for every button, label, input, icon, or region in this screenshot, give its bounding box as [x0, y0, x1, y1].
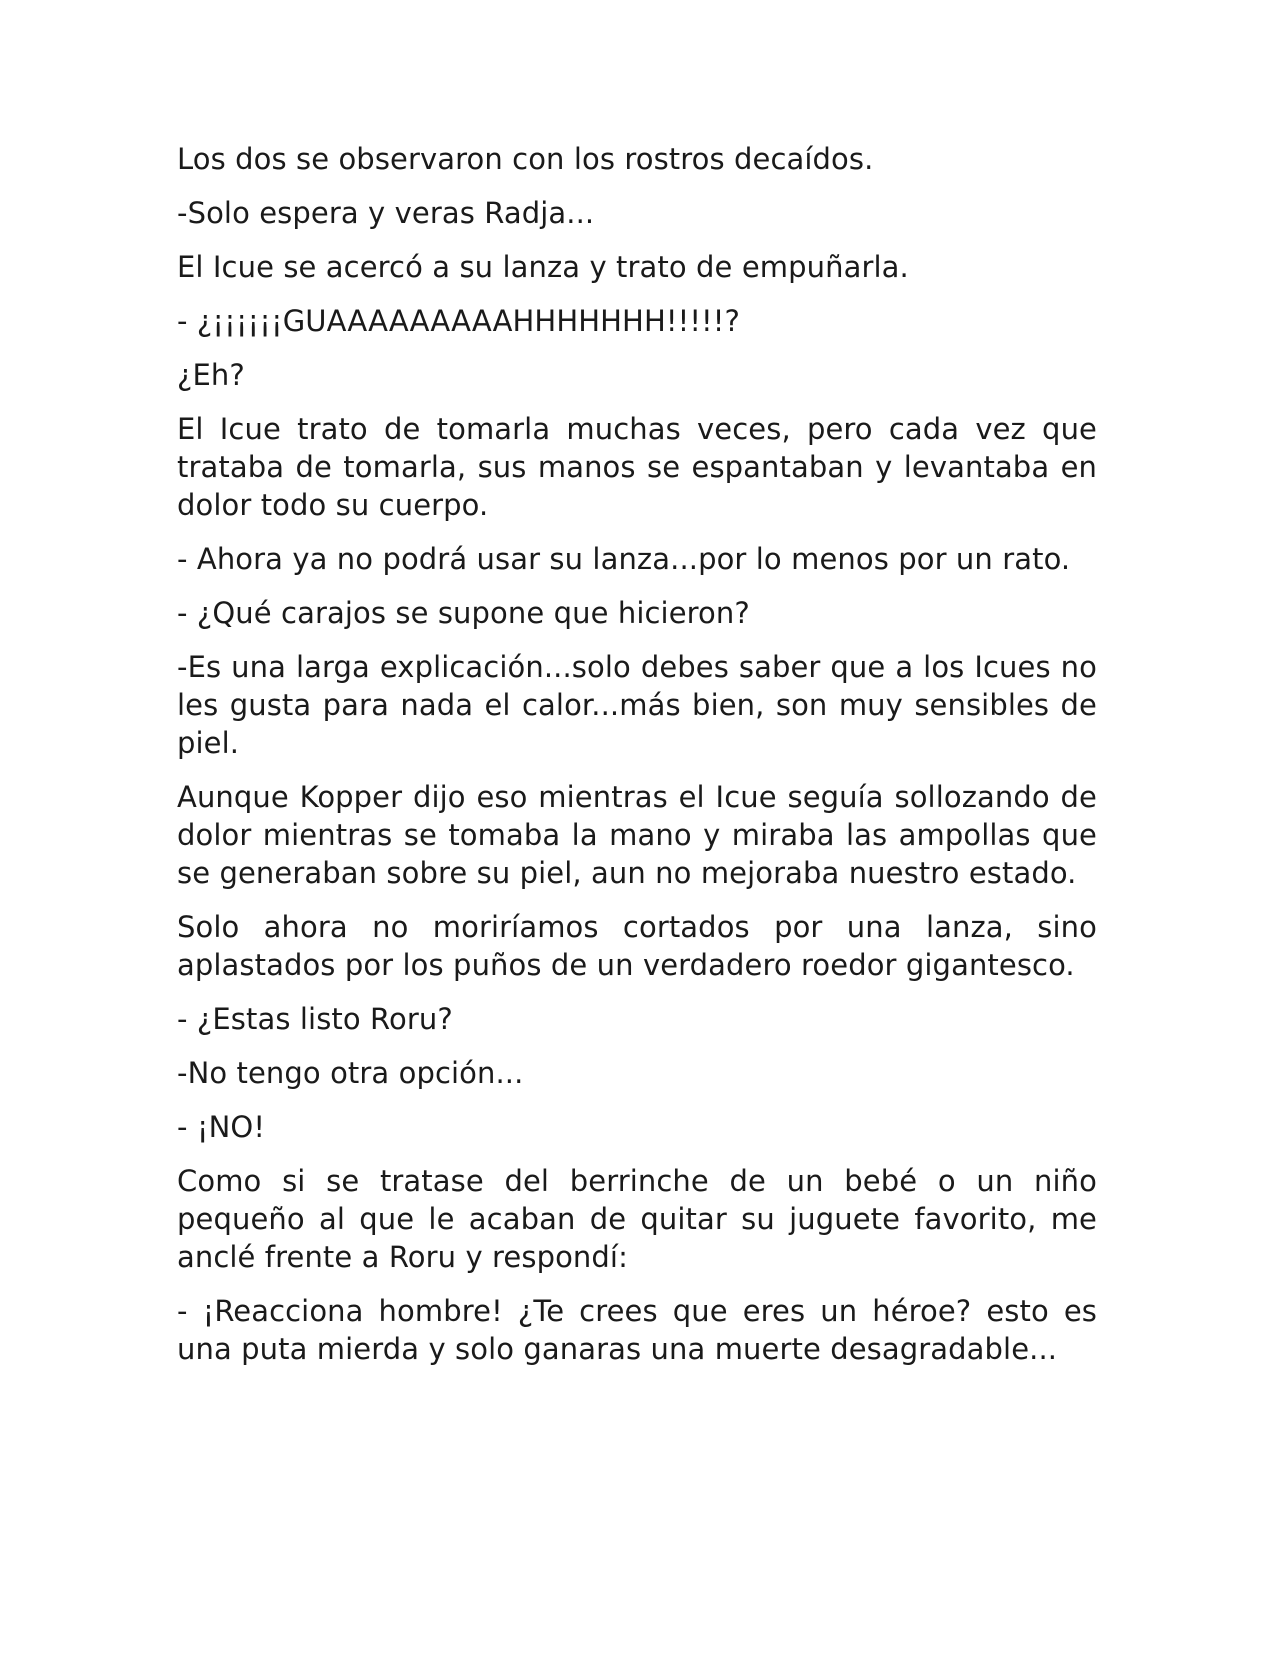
paragraph: - Ahora ya no podrá usar su lanza...por lo menos por un rato. [177, 542, 1071, 576]
paragraph: El Icue trato de tomarla muchas veces, pero cada vez que trataba de tomarla, sus manos se espantaban y levantaba en dolor todo su cuerpo. [177, 412, 1097, 522]
paragraph: -No tengo otra opción... [177, 1056, 524, 1090]
paragraph: - ¿Estas listo Roru? [177, 1002, 453, 1036]
paragraph: Como si se tratase del berrinche de un bebé o un niño pequeño al que le acaban de quitar su juguete favorito, me anclé frente a Roru y respondí: [177, 1164, 1097, 1274]
paragraph: Aunque Kopper dijo eso mientras el Icue seguía sollozando de dolor mientras se tomaba la mano y miraba las ampollas que se generaban sobre su piel, aun no mejoraba nuestro estado. [177, 780, 1097, 890]
paragraph: -Es una larga explicación...solo debes saber que a los Icues no les gusta para nada el calor...más bien, son muy sensibles de piel. [177, 650, 1097, 760]
paragraph: Los dos se observaron con los rostros decaídos. [177, 142, 874, 176]
paragraph: ¿Eh? [177, 358, 245, 392]
paragraph: - ¿¡¡¡¡¡¡GUAAAAAAAAAHHHHHHH!!!!!? [177, 304, 740, 338]
paragraph: - ¡Reacciona hombre! ¿Te crees que eres un héroe? esto es una puta mierda y solo ganaras una muerte desagradable... [177, 1294, 1097, 1366]
paragraph: Solo ahora no moriríamos cortados por una lanza, sino aplastados por los puños de un verdadero roedor gigantesco. [177, 910, 1097, 982]
paragraph: -Solo espera y veras Radja... [177, 196, 595, 230]
document-body [177, 140, 1097, 1384]
paragraph: El Icue se acercó a su lanza y trato de empuñarla. [177, 250, 909, 284]
paragraph: - ¡NO! [177, 1110, 266, 1144]
paragraph: - ¿Qué carajos se supone que hicieron? [177, 596, 750, 630]
